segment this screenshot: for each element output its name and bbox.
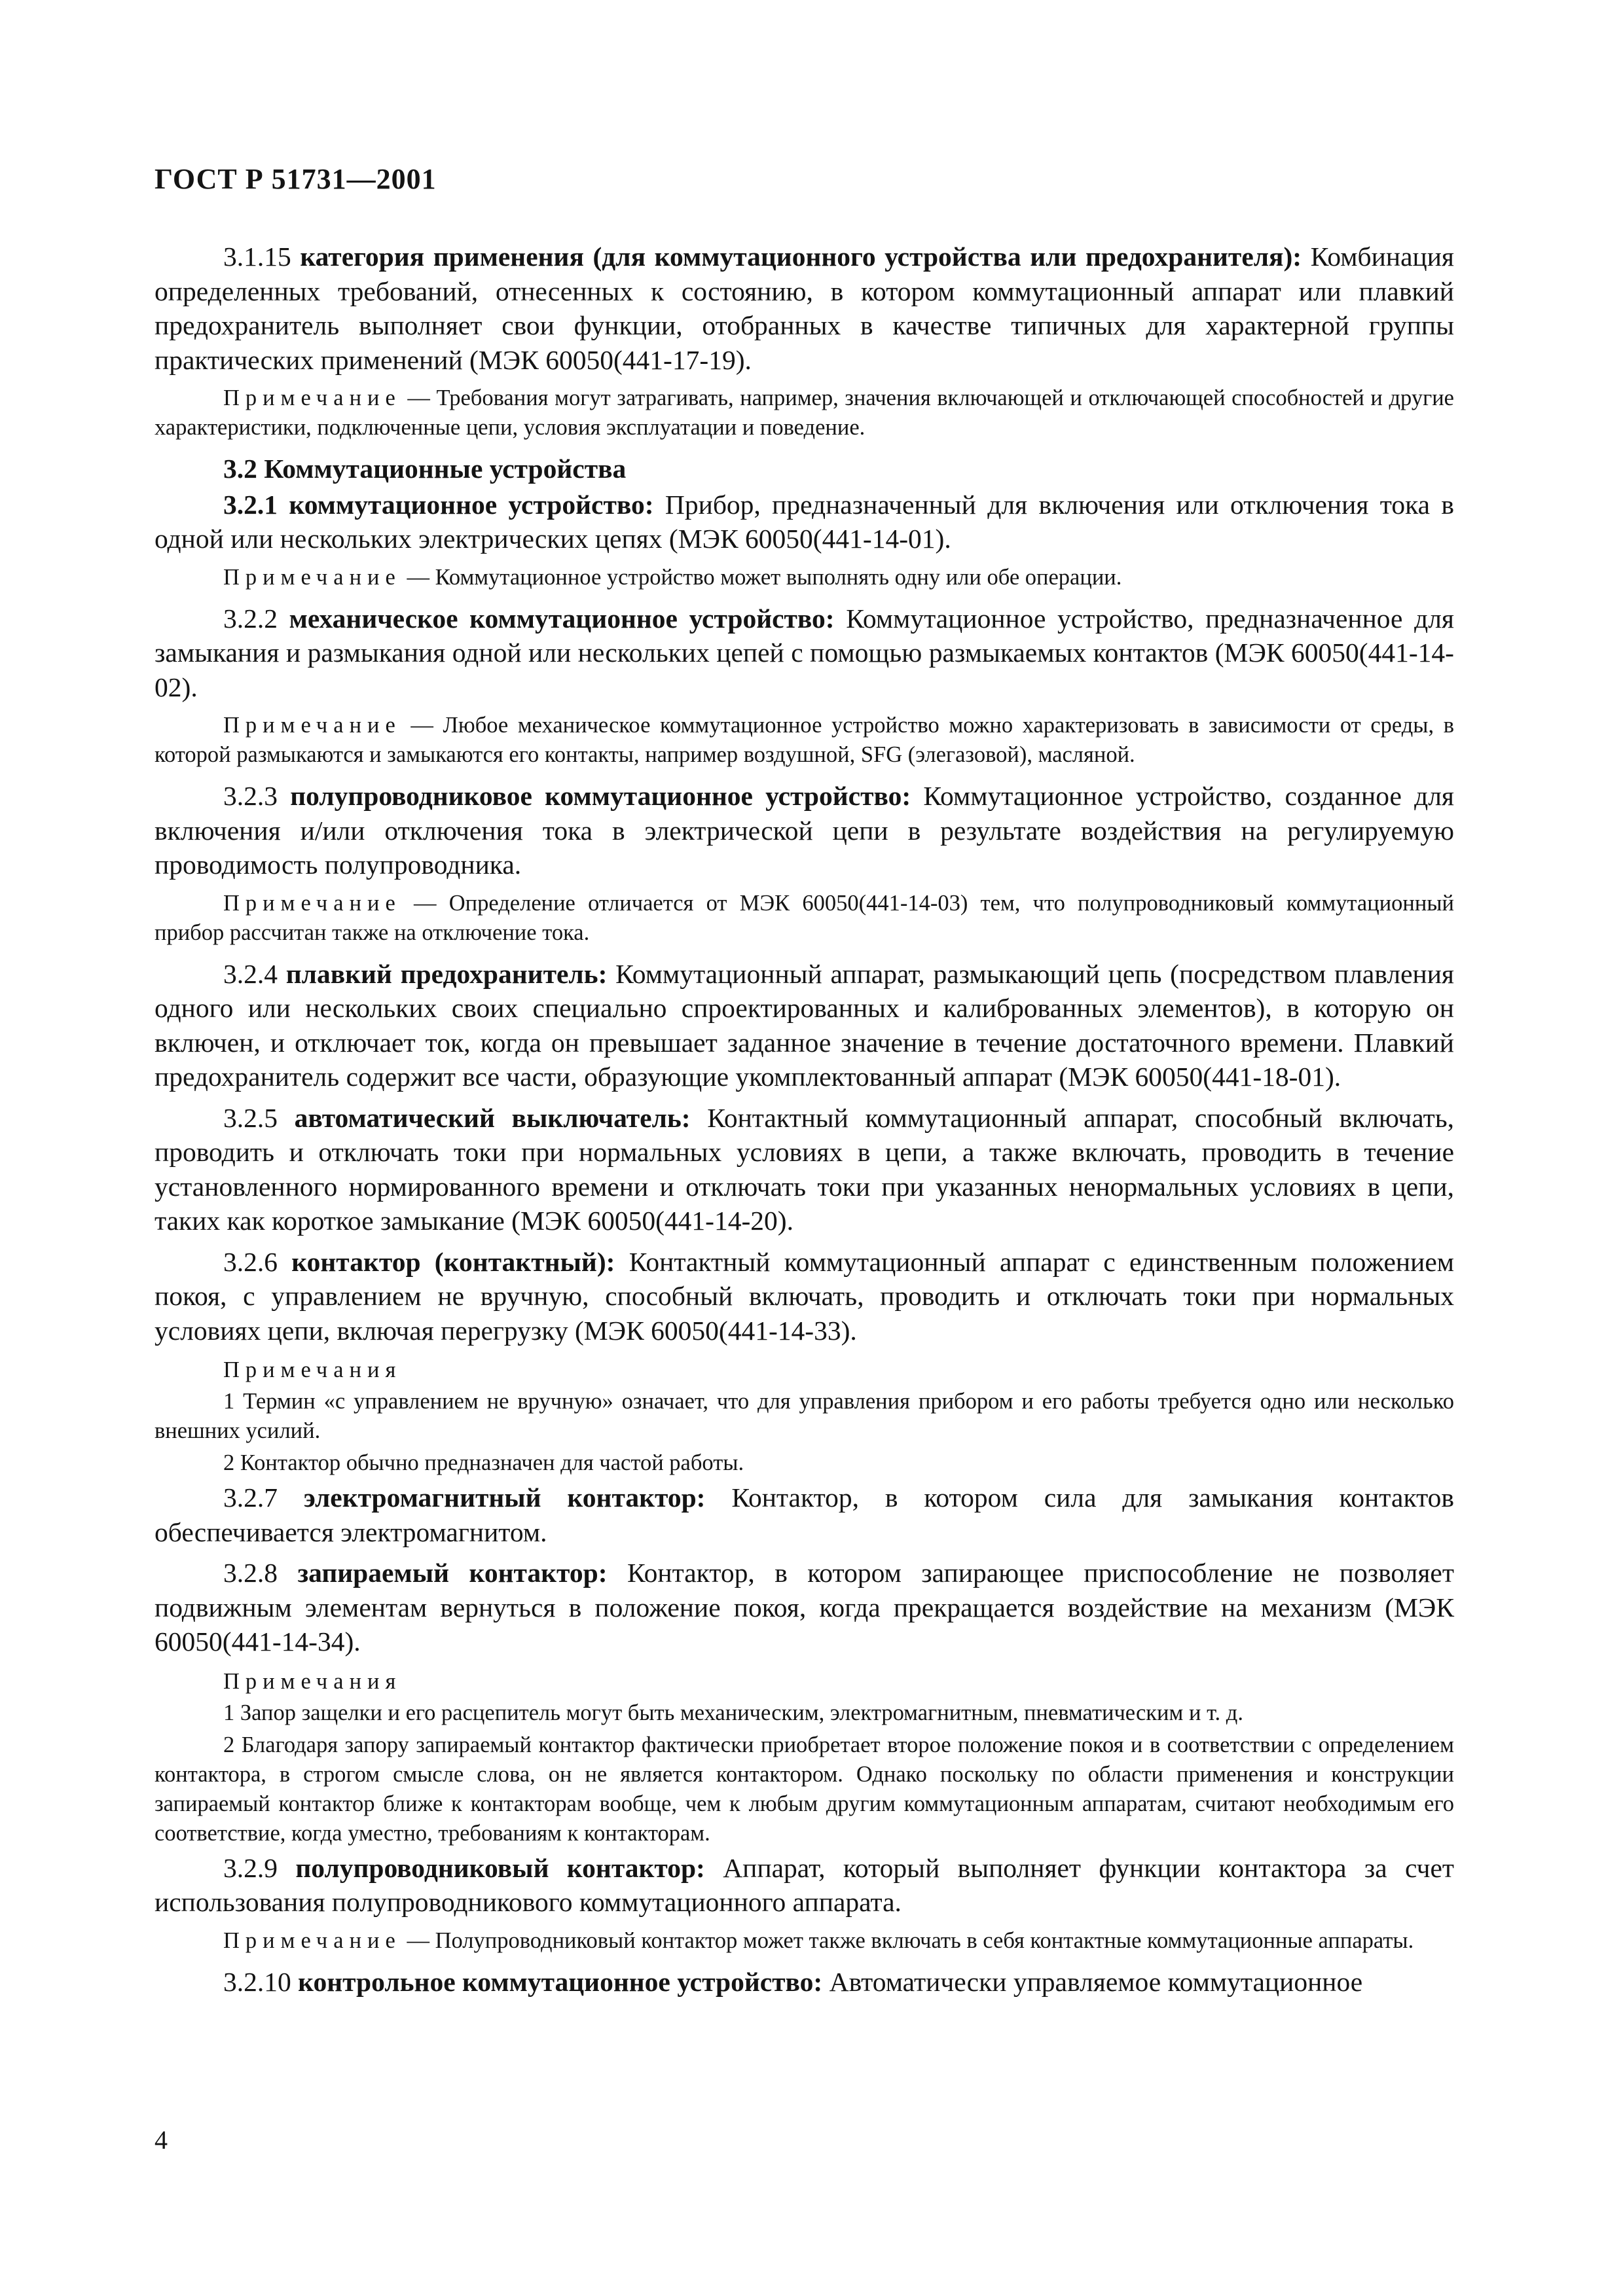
clause-number: 3.2.2	[223, 603, 289, 634]
note-text: — Определение отличается от МЭК 60050(441-14-03) тем, что полупроводниковый коммутационный прибор рассчитан также на отключение тока.	[155, 890, 1454, 945]
clause-number: 3.2.4	[223, 958, 286, 989]
note-label: Примечание	[223, 386, 401, 410]
note-item: 1 Запор защелки и его расцепитель могут быть механическим, электромагнитным, пневматическим и т. д.	[223, 1700, 1243, 1725]
clause-number: 3.2.8	[223, 1558, 298, 1588]
note-label: Примечание	[223, 564, 401, 590]
clause-definition: Автоматически управляемое коммутационное	[822, 1966, 1363, 1997]
note-label: Примечание	[223, 713, 401, 738]
clause-definition: Контактор, в котором сила для замыкания контактов обеспечивается электромагнитом.	[155, 1482, 1454, 1547]
clause-term: контрольное коммутационное устройство:	[298, 1966, 823, 1997]
clause-paragraph	[155, 779, 1454, 882]
clause-term: категория применения (для коммутационного устройства или предохранителя):	[300, 242, 1302, 272]
clause-term: электромагнитный контактор:	[303, 1482, 706, 1513]
clause-paragraph	[155, 1101, 1454, 1238]
clause-definition: Контактный коммутационный аппарат, способный включать, проводить и отключать токи при нормальных условиях в цепи, а также включать, проводить в течение установленного нормированного времени и отключать токи при указанных ненормальных условиях в цепи, таких как короткое замыкание (МЭК 60050(441-14-20).	[155, 1102, 1455, 1236]
clause-definition: Комбинация определенных требований, отнесенных к состоянию, в котором коммутационный аппарат или плавкий предохранитель выполняет свои функции, отобранных в качестве типичных для характерной группы практических применений (МЭК 60050(441-17-19).	[155, 242, 1454, 375]
note-paragraph	[155, 1926, 1454, 1956]
clause-definition: Аппарат, который выполняет функции контактора за счет использования полупроводникового коммутационного аппарата.	[155, 1852, 1454, 1917]
clause-paragraph	[155, 601, 1454, 705]
note-text: — Требования могут затрагивать, например, значения включающей и отключающей способностей и другие характеристики, подключенные цепи, условия эксплуатации и поведение.	[155, 386, 1454, 440]
note-text: — Коммутационное устройство может выполнять одну или обе операции.	[401, 564, 1122, 590]
clause-number: 3.1.15	[223, 242, 301, 272]
note-paragraph	[155, 889, 1454, 948]
clause-term: полупроводниковый контактор:	[295, 1852, 705, 1883]
document-body	[155, 240, 1454, 2005]
clause-definition: Прибор, предназначенный для включения или отключения тока в одной или нескольких электрических цепях (МЭК 60050(441-14-01).	[155, 489, 1454, 554]
clause-number: 3.2.5	[223, 1102, 295, 1133]
note-item: 2 Благодаря запору запираемый контактор фактически приобретает второе положение покоя и в соответствии с определением контактора, в строгом смысле слова, он не является контактором. Однако поскольку по области применения и конструкции запираемый контактор ближе к контакторам вообще, чем к любым другим коммутационным аппаратам, считают необходимым его соответствие, когда уместно, требованиям к контакторам.	[155, 1732, 1454, 1846]
note-label: Примечание	[223, 1928, 401, 1953]
notes-label: Примечания	[223, 1357, 402, 1382]
clause-number: 3.2.7	[223, 1482, 304, 1513]
clause-paragraph	[155, 488, 1454, 556]
note-text: — Полупроводниковый контактор может также включать в себя контактные коммутационные аппараты.	[401, 1928, 1414, 1953]
clause-term: плавкий предохранитель:	[285, 958, 608, 989]
note-item: 2 Контактор обычно предназначен для частой работы.	[223, 1450, 744, 1475]
note-paragraph	[155, 711, 1454, 770]
clause-number: 3.2.9	[223, 1852, 296, 1883]
clause-paragraph	[155, 1965, 1454, 2000]
clause-paragraph	[155, 1245, 1454, 1348]
page-number: 4	[155, 2125, 168, 2155]
clause-definition: Контактный коммутационный аппарат с единственным положением покоя, с управлением не вручную, способный включать, проводить и отключать токи при нормальных условиях цепи, включая перегрузку (МЭК 60050(441-14-33).	[155, 1246, 1454, 1346]
clause-definition: Коммутационное устройство, предназначенное для замыкания и размыкания одной или нескольких цепей с помощью размыкаемых контактов (МЭК 60050(441-14-02).	[155, 603, 1455, 702]
clause-paragraph	[155, 957, 1454, 1094]
clause-number: 3.2.3	[223, 781, 291, 811]
clause-paragraph	[155, 240, 1454, 377]
clause-number: 3.2.6	[223, 1246, 292, 1277]
clause-paragraph	[155, 1480, 1454, 1549]
clause-term: 3.2.1 коммутационное устройство:	[223, 489, 654, 520]
note-paragraph	[155, 384, 1454, 442]
notes-label: Примечания	[223, 1668, 402, 1694]
document-header: ГОСТ Р 51731—2001	[155, 163, 437, 195]
clause-term: запираемый контактор:	[297, 1558, 608, 1588]
note-label: Примечание	[223, 890, 401, 916]
clause-definition: Контактор, в котором запирающее приспособление не позволяет подвижным элементам вернуться в положение покоя, когда прекращается воздействие на механизм (МЭК 60050(441-14-34).	[155, 1558, 1454, 1657]
clause-term: механическое коммутационное устройство:	[289, 603, 835, 634]
clause-paragraph	[155, 1851, 1454, 1920]
clause-paragraph	[155, 1556, 1454, 1659]
note-item: 1 Термин «с управлением не вручную» означает, что для управления прибором и его работы требуется одно или несколько внешних усилий.	[155, 1389, 1454, 1443]
clause-term: контактор (контактный):	[291, 1246, 615, 1277]
clause-term: автоматический выключатель:	[294, 1102, 691, 1133]
clause-definition: Коммутационное устройство, созданное для включения и/или отключения тока в электрической цепи в результате воздействия на регулируемую проводимость полупроводника.	[155, 781, 1454, 880]
note-text: — Любое механическое коммутационное устройство можно характеризовать в зависимости от среды, в которой размыкаются и замыкаются его контакты, например воздушной, SFG (элегазовой), масляной.	[155, 713, 1454, 767]
section-heading: 3.2 Коммутационные устройства	[223, 454, 627, 484]
clause-number: 3.2.10	[223, 1966, 299, 1997]
clause-term: полупроводниковое коммутационное устройство:	[290, 781, 911, 811]
note-paragraph	[155, 563, 1454, 592]
clause-definition: Коммутационный аппарат, размыкающий цепь (посредством плавления одного или нескольких своих специально спроектированных и калиброванных элементов), в которую он включен, и отключает ток, когда он превышает заданное значение в течение достаточного времени. Плавкий предохранитель содержит все части, образующие укомплектованный аппарат (МЭК 60050(441-18-01).	[155, 958, 1454, 1092]
